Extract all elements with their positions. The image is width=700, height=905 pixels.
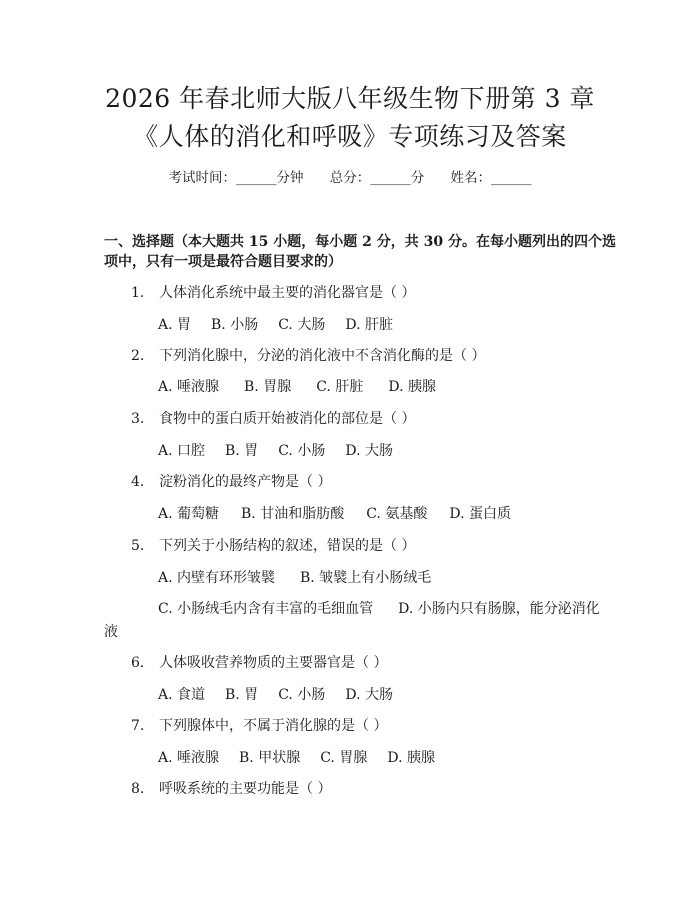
question-1 xyxy=(131,283,415,303)
question-3 xyxy=(131,409,415,429)
document-title-line-1: 2026 年春北师大版八年级生物下册第 3 章 xyxy=(105,84,595,113)
section-heading-line-2: 项中，只有一项是最符合题目要求的） xyxy=(104,254,342,270)
option-b: B. 胃腺 xyxy=(244,379,292,395)
question-5-option-d-continuation: 液 xyxy=(104,624,118,640)
option-a: A. 唾液腺 xyxy=(158,750,220,766)
option-d: D. 大肠 xyxy=(345,443,393,459)
question-number: 2. xyxy=(131,348,145,364)
option-c: C. 小肠绒毛内含有丰富的毛细血管 xyxy=(158,601,374,617)
question-text: 呼吸系统的主要功能是（ ） xyxy=(159,781,332,797)
option-a: A. 胃 xyxy=(158,317,192,333)
option-c: C. 氨基酸 xyxy=(366,506,428,522)
section-heading-line-1: 一、选择题（本大题共 15 小题，每小题 2 分，共 30 分。在每小题列出的四个选 xyxy=(104,234,616,250)
option-c: C. 肝脏 xyxy=(316,379,364,395)
question-1-options xyxy=(158,315,415,335)
question-7-options xyxy=(158,748,457,768)
question-2-options xyxy=(158,377,458,397)
document-title-line-2: 《人体的消化和呼吸》专项练习及答案 xyxy=(133,122,567,151)
question-text: 人体消化系统中最主要的消化器官是（ ） xyxy=(159,285,416,301)
option-b: B. 胃 xyxy=(225,443,259,459)
option-c: C. 大肠 xyxy=(278,317,326,333)
option-b: B. 甲状腺 xyxy=(239,750,301,766)
question-6-options xyxy=(158,685,415,705)
question-number: 4. xyxy=(131,474,145,490)
question-5-options-row-2 xyxy=(158,599,600,619)
exam-time: 考试时间：______分钟 xyxy=(168,170,304,186)
option-d: D. 小肠内只有肠腺，能分泌消化 xyxy=(398,601,600,617)
option-c: C. 小肠 xyxy=(278,687,326,703)
option-d: D. 胰腺 xyxy=(387,750,435,766)
option-d: D. 胰腺 xyxy=(388,379,436,395)
question-8 xyxy=(131,779,331,799)
question-text: 淀粉消化的最终产物是（ ） xyxy=(159,474,332,490)
question-5 xyxy=(131,536,415,556)
option-a: A. 内壁有环形皱襞 xyxy=(158,570,276,586)
question-text: 人体吸收营养物质的主要器官是（ ） xyxy=(159,655,388,671)
option-b: B. 甘油和脂肪酸 xyxy=(241,506,345,522)
option-a: A. 葡萄糖 xyxy=(158,506,220,522)
exam-info xyxy=(0,168,700,188)
option-d: D. 肝脏 xyxy=(345,317,393,333)
question-number: 3. xyxy=(131,411,145,427)
option-b: B. 胃 xyxy=(225,687,259,703)
option-b: B. 皱襞上有小肠绒毛 xyxy=(300,570,432,586)
option-a: A. 口腔 xyxy=(158,443,206,459)
question-5-options-row-1 xyxy=(158,568,453,588)
option-a: A. 食道 xyxy=(158,687,206,703)
option-d: D. 大肠 xyxy=(345,687,393,703)
question-7 xyxy=(131,716,387,736)
question-4 xyxy=(131,472,331,492)
question-number: 5. xyxy=(131,538,145,554)
option-c: C. 小肠 xyxy=(278,443,326,459)
option-a: A. 唾液腺 xyxy=(158,379,220,395)
question-text: 下列关于小肠结构的叙述，错误的是（ ） xyxy=(159,538,416,554)
question-2 xyxy=(131,346,485,366)
question-text: 下列腺体中，不属于消化腺的是（ ） xyxy=(159,718,388,734)
option-d: D. 蛋白质 xyxy=(449,506,511,522)
exam-name: 姓名：______ xyxy=(450,170,532,186)
question-4-options xyxy=(158,504,533,524)
question-number: 1. xyxy=(131,285,145,301)
exam-total-score: 总分：______分 xyxy=(329,170,425,186)
option-b: B. 小肠 xyxy=(211,317,259,333)
question-number: 6. xyxy=(131,655,145,671)
question-text: 食物中的蛋白质开始被消化的部位是（ ） xyxy=(159,411,416,427)
option-c: C. 胃腺 xyxy=(320,750,368,766)
question-text: 下列消化腺中，分泌的消化液中不含消化酶的是（ ） xyxy=(159,348,486,364)
question-3-options xyxy=(158,441,415,461)
question-number: 7. xyxy=(131,718,145,734)
question-6 xyxy=(131,653,387,673)
question-number: 8. xyxy=(131,781,145,797)
